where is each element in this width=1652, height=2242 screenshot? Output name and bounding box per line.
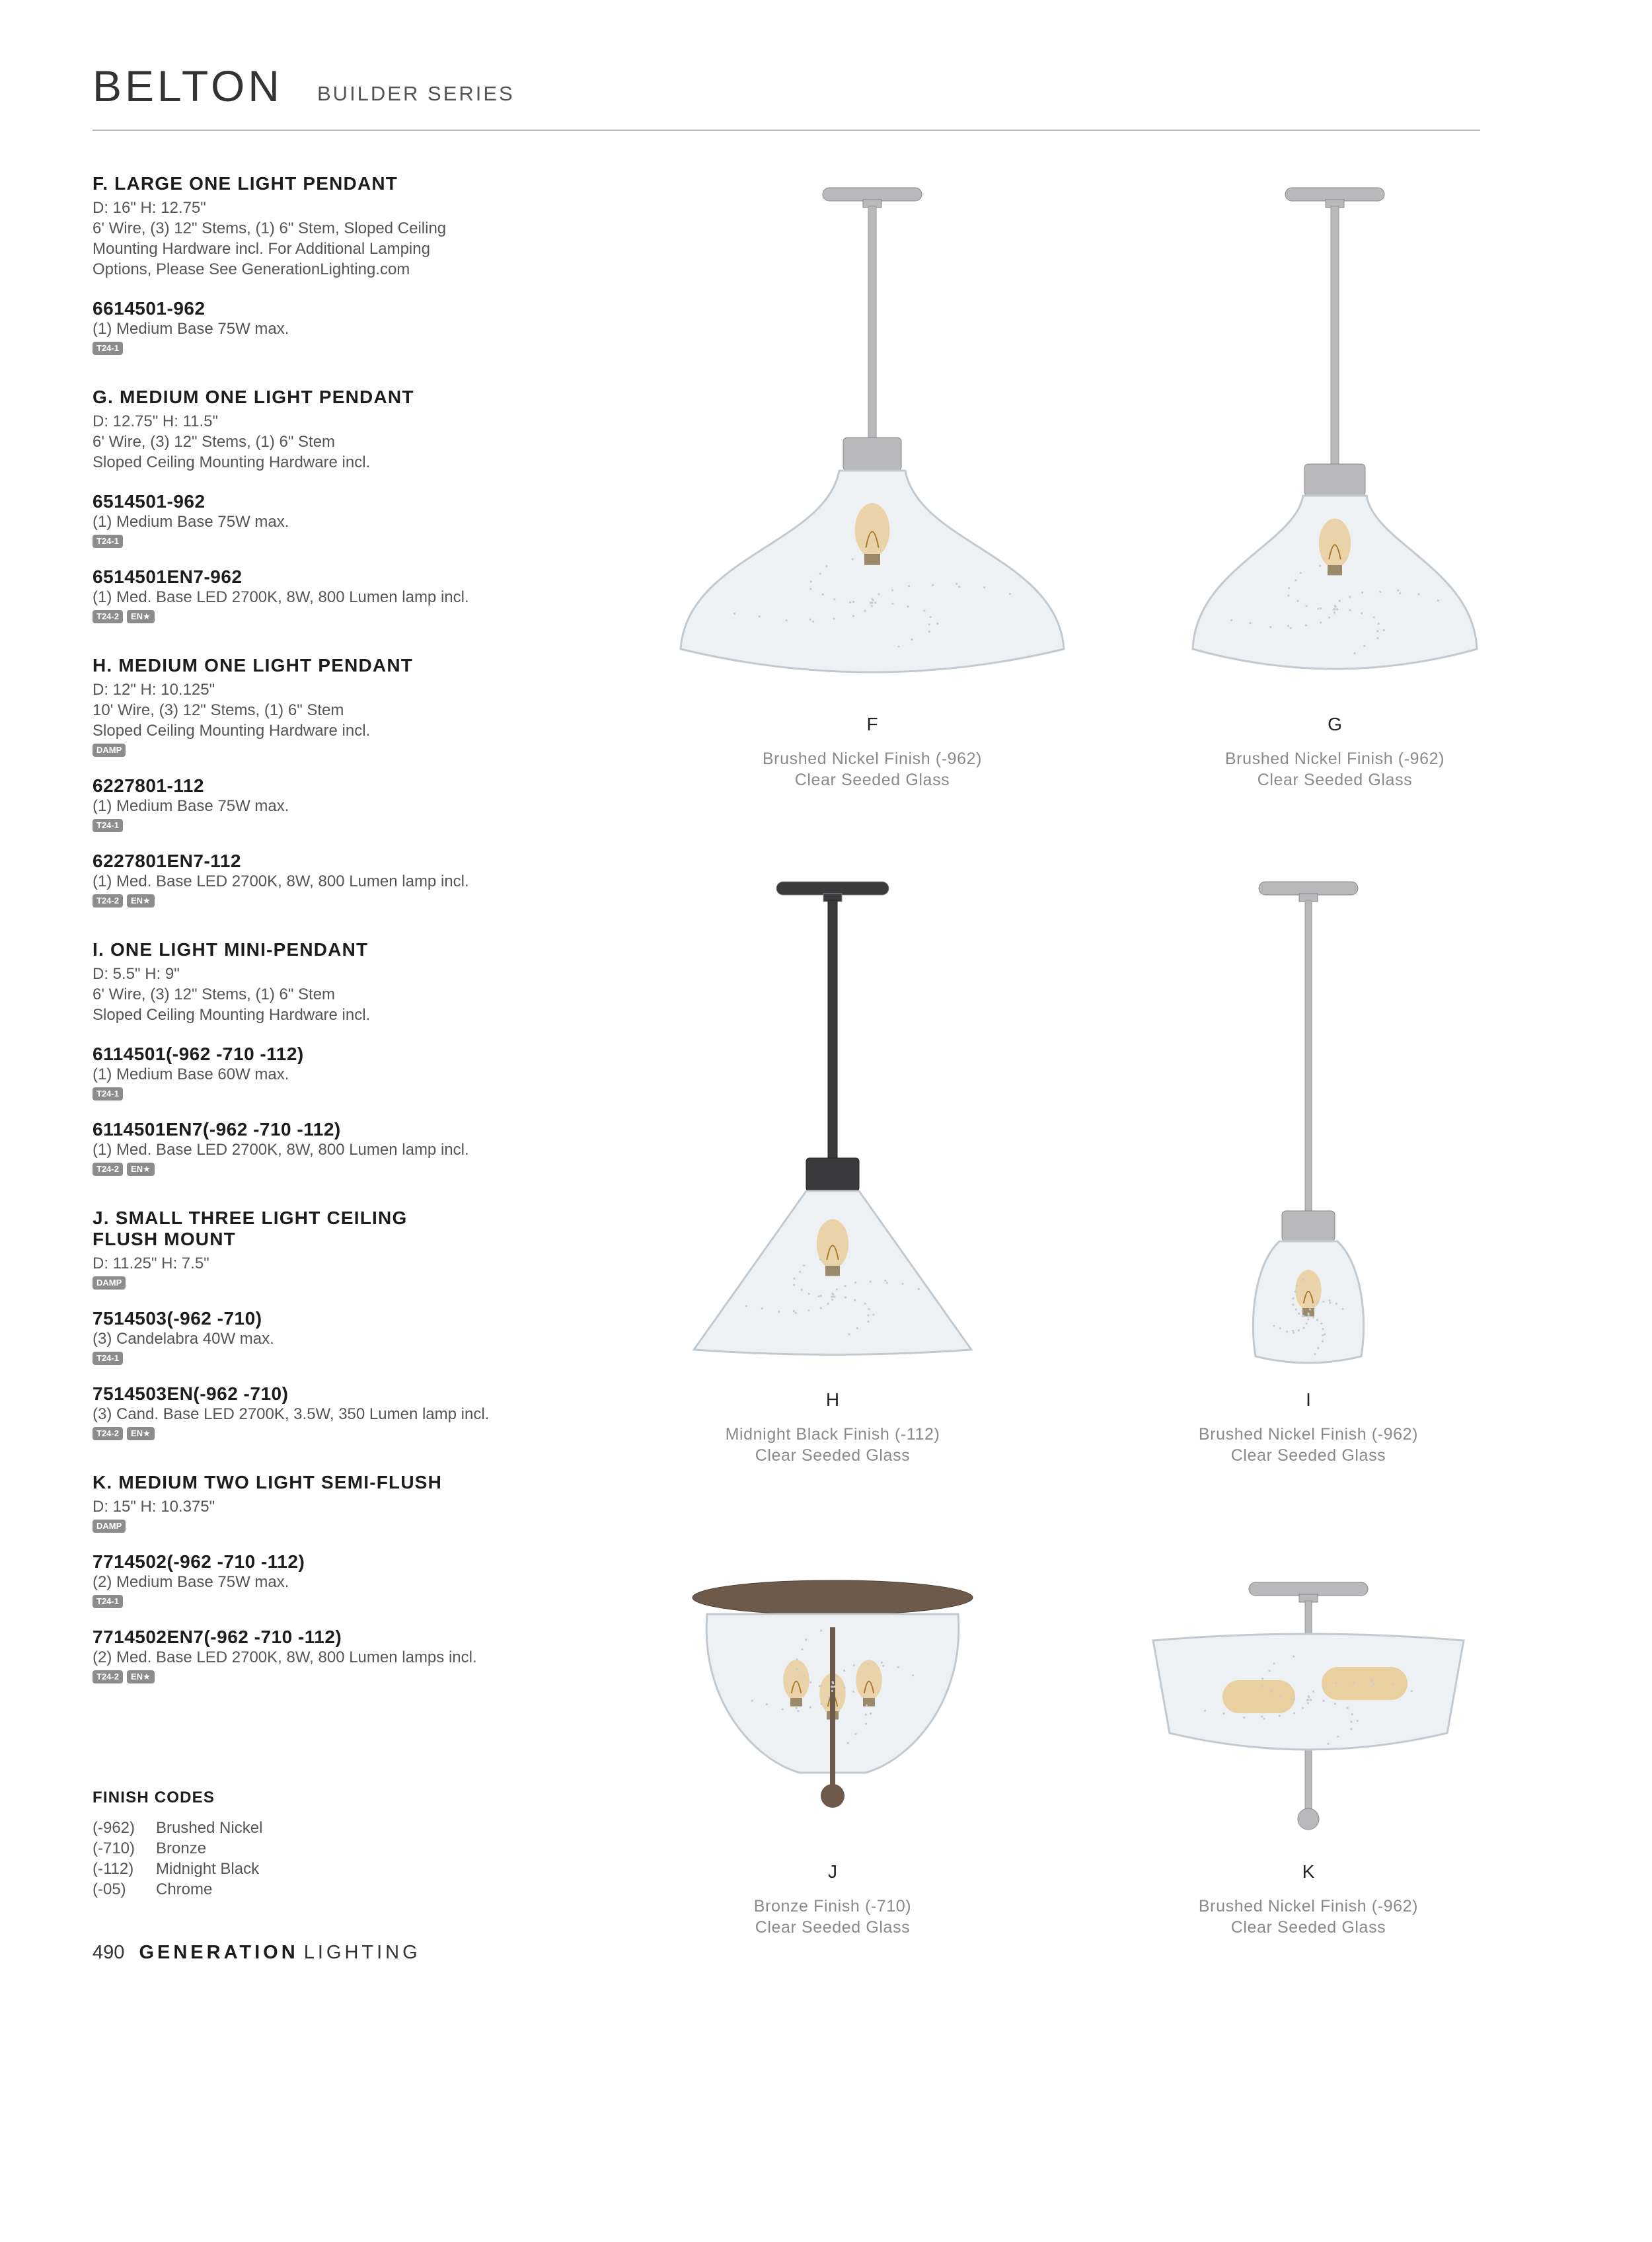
- spec-section: [93, 939, 595, 1176]
- model-badges: [93, 894, 595, 908]
- rating-badge: T24-2: [93, 1670, 123, 1683]
- product-letter: I: [1306, 1389, 1311, 1410]
- rating-badge: EN★: [127, 1163, 155, 1176]
- finish-code: (-962): [93, 1819, 135, 1837]
- model-badges: [93, 1352, 595, 1365]
- section-title: G. MEDIUM ONE LIGHT PENDANT: [93, 387, 414, 407]
- dimensions: D: 12.75" H: 11.5": [93, 412, 219, 430]
- model-number: 6227801EN7-112: [93, 851, 241, 871]
- rating-badge: T24-1: [93, 535, 123, 548]
- product-card: [582, 867, 1084, 1541]
- page-footer: [93, 1942, 421, 1964]
- dimensions: D: 5.5" H: 9": [93, 965, 180, 983]
- model-number: 7714502EN7(-962 -710 -112): [93, 1627, 342, 1647]
- product-glass: Clear Seeded Glass: [1230, 1446, 1386, 1465]
- description-line: 6' Wire, (3) 12" Stems, (1) 6" Stem: [93, 433, 336, 451]
- lamp-spec: (1) Medium Base 60W max.: [93, 1065, 289, 1083]
- spec-column: [93, 173, 595, 1715]
- finish-name: Bronze: [156, 1839, 207, 1857]
- product-finish: Midnight Black Finish (-112): [725, 1425, 940, 1444]
- lamp-spec: (1) Med. Base LED 2700K, 8W, 800 Lumen lamp incl.: [93, 872, 469, 890]
- section-badges: [93, 744, 595, 757]
- finish-code-row: [93, 1818, 595, 1838]
- dimensions: D: 16" H: 12.75": [93, 199, 206, 217]
- rating-badge: EN★: [127, 894, 155, 908]
- lamp-spec: (3) Candelabra 40W max.: [93, 1330, 274, 1348]
- product-letter: K: [1302, 1861, 1315, 1882]
- rating-badge: T24-1: [93, 1352, 123, 1365]
- model-entry: [93, 566, 595, 623]
- rating-badge: T24-2: [93, 610, 123, 623]
- spec-section: [93, 655, 595, 908]
- product-finish: Brushed Nickel Finish (-962): [1198, 1425, 1419, 1444]
- finish-code-row: [93, 1838, 595, 1859]
- product-glass: Clear Seeded Glass: [1257, 771, 1413, 789]
- description-line: Sloped Ceiling Mounting Hardware incl.: [93, 1006, 371, 1024]
- rating-badge: DAMP: [93, 1276, 126, 1290]
- product-glass: Clear Seeded Glass: [1230, 1918, 1386, 1937]
- rating-badge: EN★: [127, 1427, 155, 1440]
- rating-badge: T24-1: [93, 819, 123, 832]
- model-badges: [93, 342, 595, 355]
- section-title: I. ONE LIGHT MINI-PENDANT: [93, 939, 369, 960]
- finish-code: (-710): [93, 1839, 135, 1857]
- rating-badge: T24-2: [93, 894, 123, 908]
- model-badges: [93, 1087, 595, 1101]
- model-number: 7514503EN(-962 -710): [93, 1383, 289, 1404]
- collection-title: BELTON: [93, 61, 283, 110]
- product-finish: Brushed Nickel Finish (-962): [1224, 750, 1445, 768]
- model-number: 7714502(-962 -710 -112): [93, 1551, 305, 1572]
- model-number: 6227801-112: [93, 775, 205, 796]
- description-line: 6' Wire, (3) 12" Stems, (1) 6" Stem, Sloped Ceiling: [93, 219, 447, 237]
- lamp-spec: (1) Medium Base 75W max.: [93, 320, 289, 338]
- product-letter: H: [825, 1389, 840, 1410]
- model-number: 6114501EN7(-962 -710 -112): [93, 1119, 341, 1140]
- model-badges: [93, 819, 595, 832]
- model-number: 7514503(-962 -710): [93, 1308, 262, 1329]
- product-finish: Brushed Nickel Finish (-962): [762, 750, 983, 768]
- section-badges: [93, 1276, 595, 1290]
- rating-badge: T24-1: [93, 1087, 123, 1101]
- dimensions: D: 11.25" H: 7.5": [93, 1255, 209, 1272]
- product-card: [1057, 1568, 1559, 2242]
- section-title: H. MEDIUM ONE LIGHT PENDANT: [93, 655, 414, 676]
- model-badges: [93, 1595, 595, 1608]
- finish-code-row: [93, 1859, 595, 1879]
- model-badges: [93, 1670, 595, 1683]
- model-number: 6514501-962: [93, 491, 206, 512]
- description-line: Sloped Ceiling Mounting Hardware incl.: [93, 453, 371, 471]
- lamp-spec: (1) Medium Base 75W max.: [93, 797, 289, 815]
- rating-badge: EN★: [127, 610, 155, 623]
- finish-codes-title: FINISH CODES: [93, 1789, 215, 1806]
- model-badges: [93, 1163, 595, 1176]
- description-line: Mounting Hardware incl. For Additional Lamping: [93, 240, 430, 258]
- product-letter: F: [866, 714, 878, 734]
- model-entry: [93, 1627, 595, 1683]
- rating-badge: DAMP: [93, 744, 126, 757]
- product-glass: Clear Seeded Glass: [755, 1446, 911, 1465]
- spec-section: [93, 1472, 595, 1683]
- model-number: 6614501-962: [93, 298, 206, 319]
- product-glass: Clear Seeded Glass: [794, 771, 950, 789]
- spec-section: [93, 387, 595, 623]
- rating-badge: EN★: [127, 1670, 155, 1683]
- series-subtitle: BUILDER SERIES: [317, 82, 515, 105]
- product-letter: J: [828, 1861, 837, 1882]
- product-letter: G: [1328, 714, 1342, 734]
- description-line: 6' Wire, (3) 12" Stems, (1) 6" Stem: [93, 986, 336, 1003]
- finish-name: Midnight Black: [156, 1860, 260, 1878]
- header-divider: [93, 130, 1480, 131]
- product-card: [582, 1568, 1084, 2242]
- product-finish: Bronze Finish (-710): [753, 1897, 912, 1915]
- description-line: Options, Please See GenerationLighting.com: [93, 260, 410, 278]
- finish-name: Brushed Nickel: [156, 1819, 263, 1837]
- section-title: F. LARGE ONE LIGHT PENDANT: [93, 173, 398, 194]
- page-number: 490: [93, 1942, 125, 1963]
- lamp-spec: (1) Medium Base 75W max.: [93, 513, 289, 531]
- spec-section: [93, 1208, 595, 1440]
- section-badges: [93, 1520, 595, 1533]
- model-entry: [93, 851, 595, 908]
- model-entry: [93, 298, 595, 355]
- model-entry: [93, 1308, 595, 1365]
- dimensions: D: 15" H: 10.375": [93, 1498, 215, 1516]
- product-glass: Clear Seeded Glass: [755, 1918, 911, 1937]
- model-number: 6114501(-962 -710 -112): [93, 1044, 304, 1064]
- finish-name: Chrome: [156, 1880, 213, 1898]
- page-header: [93, 61, 1480, 134]
- rating-badge: DAMP: [93, 1520, 126, 1533]
- lamp-spec: (2) Medium Base 75W max.: [93, 1573, 289, 1591]
- model-entry: [93, 1551, 595, 1608]
- model-badges: [93, 1427, 595, 1440]
- product-card: [1084, 173, 1586, 847]
- finish-code-row: [93, 1879, 595, 1900]
- product-card: [621, 173, 1123, 847]
- rating-badge: T24-2: [93, 1427, 123, 1440]
- finish-codes: [93, 1789, 595, 1900]
- finish-code: (-112): [93, 1860, 134, 1878]
- model-entry: [93, 1119, 595, 1176]
- dimensions: D: 12" H: 10.125": [93, 681, 215, 699]
- model-badges: [93, 535, 595, 548]
- lamp-spec: (1) Med. Base LED 2700K, 8W, 800 Lumen lamp incl.: [93, 1141, 469, 1159]
- rating-badge: T24-1: [93, 342, 123, 355]
- description-line: Sloped Ceiling Mounting Hardware incl.: [93, 722, 371, 740]
- product-card: [1057, 867, 1559, 1541]
- rating-badge: T24-1: [93, 1595, 123, 1608]
- footer-brand-light: LIGHTING: [303, 1942, 421, 1963]
- rating-badge: T24-2: [93, 1163, 123, 1176]
- finish-code: (-05): [93, 1880, 126, 1898]
- model-number: 6514501EN7-962: [93, 566, 243, 587]
- section-title: K. MEDIUM TWO LIGHT SEMI-FLUSH: [93, 1472, 443, 1492]
- lamp-spec: (3) Cand. Base LED 2700K, 3.5W, 350 Lumen lamp incl.: [93, 1405, 490, 1423]
- model-entry: [93, 775, 595, 832]
- section-title: J. SMALL THREE LIGHT CEILING FLUSH MOUNT: [93, 1208, 408, 1249]
- model-entry: [93, 491, 595, 548]
- spec-section: [93, 173, 595, 355]
- lamp-spec: (2) Med. Base LED 2700K, 8W, 800 Lumen lamps incl.: [93, 1648, 477, 1666]
- model-entry: [93, 1044, 595, 1101]
- model-entry: [93, 1383, 595, 1440]
- footer-brand-bold: GENERATION: [139, 1942, 299, 1963]
- description-line: 10' Wire, (3) 12" Stems, (1) 6" Stem: [93, 701, 344, 719]
- model-badges: [93, 610, 595, 623]
- product-finish: Brushed Nickel Finish (-962): [1198, 1897, 1419, 1915]
- lamp-spec: (1) Med. Base LED 2700K, 8W, 800 Lumen lamp incl.: [93, 588, 469, 606]
